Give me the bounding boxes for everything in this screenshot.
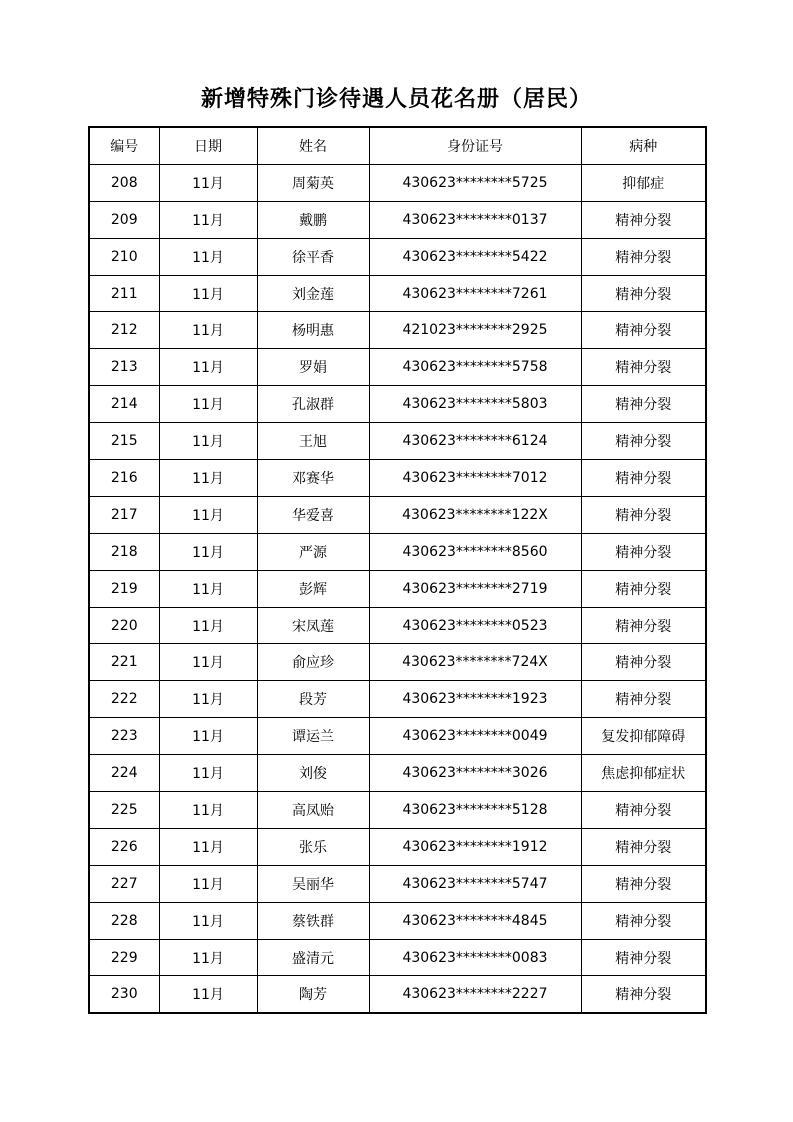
cell-disease: 精神分裂 — [581, 607, 706, 644]
cell-number: 216 — [89, 460, 159, 497]
cell-disease: 精神分裂 — [581, 423, 706, 460]
table-row — [89, 386, 706, 423]
cell-date: 11月 — [159, 164, 257, 201]
cell-name: 戴鹏 — [257, 201, 369, 238]
cell-date: 11月 — [159, 828, 257, 865]
cell-number: 229 — [89, 939, 159, 976]
cell-date: 11月 — [159, 533, 257, 570]
cell-disease: 焦虑抑郁症状 — [581, 755, 706, 792]
header-name: 姓名 — [257, 127, 369, 164]
cell-id-number: 430623********724X — [369, 644, 581, 681]
cell-disease: 精神分裂 — [581, 865, 706, 902]
cell-id-number: 430623********4845 — [369, 902, 581, 939]
cell-name: 王旭 — [257, 423, 369, 460]
cell-name: 刘金莲 — [257, 275, 369, 312]
table-row — [89, 976, 706, 1013]
cell-disease: 精神分裂 — [581, 533, 706, 570]
cell-disease: 精神分裂 — [581, 570, 706, 607]
cell-id-number: 430623********0083 — [369, 939, 581, 976]
table-row — [89, 349, 706, 386]
cell-number: 222 — [89, 681, 159, 718]
cell-id-number: 430623********122X — [369, 496, 581, 533]
cell-id-number: 430623********0137 — [369, 201, 581, 238]
cell-disease: 精神分裂 — [581, 238, 706, 275]
cell-number: 227 — [89, 865, 159, 902]
cell-disease: 精神分裂 — [581, 792, 706, 829]
cell-date: 11月 — [159, 976, 257, 1013]
cell-id-number: 421023********2925 — [369, 312, 581, 349]
cell-id-number: 430623********7261 — [369, 275, 581, 312]
cell-disease: 精神分裂 — [581, 201, 706, 238]
cell-id-number: 430623********8560 — [369, 533, 581, 570]
table-row — [89, 755, 706, 792]
cell-date: 11月 — [159, 644, 257, 681]
cell-disease: 精神分裂 — [581, 644, 706, 681]
table-row — [89, 460, 706, 497]
cell-date: 11月 — [159, 718, 257, 755]
cell-name: 周菊英 — [257, 164, 369, 201]
cell-date: 11月 — [159, 312, 257, 349]
header-date: 日期 — [159, 127, 257, 164]
table-row — [89, 718, 706, 755]
cell-id-number: 430623********5128 — [369, 792, 581, 829]
table-row — [89, 792, 706, 829]
cell-disease: 精神分裂 — [581, 939, 706, 976]
cell-name: 张乐 — [257, 828, 369, 865]
cell-number: 226 — [89, 828, 159, 865]
table-row — [89, 164, 706, 201]
cell-name: 华爱喜 — [257, 496, 369, 533]
cell-number: 208 — [89, 164, 159, 201]
cell-disease: 精神分裂 — [581, 828, 706, 865]
table-row — [89, 275, 706, 312]
cell-disease: 复发抑郁障碍 — [581, 718, 706, 755]
cell-date: 11月 — [159, 939, 257, 976]
cell-id-number: 430623********3026 — [369, 755, 581, 792]
cell-date: 11月 — [159, 681, 257, 718]
cell-date: 11月 — [159, 496, 257, 533]
cell-disease: 精神分裂 — [581, 275, 706, 312]
cell-date: 11月 — [159, 349, 257, 386]
table-row — [89, 902, 706, 939]
cell-number: 213 — [89, 349, 159, 386]
cell-name: 蔡铁群 — [257, 902, 369, 939]
cell-number: 221 — [89, 644, 159, 681]
cell-name: 杨明惠 — [257, 312, 369, 349]
cell-number: 209 — [89, 201, 159, 238]
cell-disease: 精神分裂 — [581, 681, 706, 718]
cell-id-number: 430623********0523 — [369, 607, 581, 644]
cell-number: 212 — [89, 312, 159, 349]
table-row — [89, 201, 706, 238]
cell-number: 211 — [89, 275, 159, 312]
cell-name: 宋凤莲 — [257, 607, 369, 644]
cell-id-number: 430623********5725 — [369, 164, 581, 201]
cell-date: 11月 — [159, 570, 257, 607]
cell-id-number: 430623********5758 — [369, 349, 581, 386]
table-row — [89, 939, 706, 976]
cell-id-number: 430623********2719 — [369, 570, 581, 607]
table-row — [89, 533, 706, 570]
cell-date: 11月 — [159, 460, 257, 497]
cell-name: 彭辉 — [257, 570, 369, 607]
cell-number: 219 — [89, 570, 159, 607]
cell-number: 223 — [89, 718, 159, 755]
cell-name: 严源 — [257, 533, 369, 570]
header-disease: 病种 — [581, 127, 706, 164]
table-row — [89, 828, 706, 865]
table-row — [89, 238, 706, 275]
roster-table — [88, 126, 707, 1014]
cell-number: 225 — [89, 792, 159, 829]
table-header-row — [89, 127, 706, 164]
cell-disease: 精神分裂 — [581, 976, 706, 1013]
table-row — [89, 865, 706, 902]
cell-date: 11月 — [159, 201, 257, 238]
header-number: 编号 — [89, 127, 159, 164]
cell-disease: 精神分裂 — [581, 349, 706, 386]
cell-name: 徐平香 — [257, 238, 369, 275]
cell-number: 214 — [89, 386, 159, 423]
cell-disease: 精神分裂 — [581, 460, 706, 497]
table-body — [89, 164, 706, 1013]
cell-number: 215 — [89, 423, 159, 460]
cell-date: 11月 — [159, 386, 257, 423]
cell-name: 谭运兰 — [257, 718, 369, 755]
header-id-number: 身份证号 — [369, 127, 581, 164]
cell-date: 11月 — [159, 755, 257, 792]
cell-number: 230 — [89, 976, 159, 1013]
cell-name: 刘俊 — [257, 755, 369, 792]
cell-name: 罗娟 — [257, 349, 369, 386]
cell-number: 228 — [89, 902, 159, 939]
cell-date: 11月 — [159, 238, 257, 275]
table-row — [89, 312, 706, 349]
page-title: 新增特殊门诊待遇人员花名册（居民） — [200, 86, 592, 112]
cell-date: 11月 — [159, 423, 257, 460]
cell-name: 孔淑群 — [257, 386, 369, 423]
table-row — [89, 570, 706, 607]
cell-id-number: 430623********1923 — [369, 681, 581, 718]
cell-id-number: 430623********2227 — [369, 976, 581, 1013]
cell-number: 217 — [89, 496, 159, 533]
cell-name: 邓赛华 — [257, 460, 369, 497]
cell-disease: 精神分裂 — [581, 902, 706, 939]
cell-id-number: 430623********5803 — [369, 386, 581, 423]
cell-name: 段芳 — [257, 681, 369, 718]
table-row — [89, 496, 706, 533]
cell-name: 盛清元 — [257, 939, 369, 976]
cell-id-number: 430623********1912 — [369, 828, 581, 865]
cell-id-number: 430623********0049 — [369, 718, 581, 755]
cell-id-number: 430623********6124 — [369, 423, 581, 460]
cell-date: 11月 — [159, 607, 257, 644]
cell-disease: 抑郁症 — [581, 164, 706, 201]
cell-id-number: 430623********5747 — [369, 865, 581, 902]
cell-date: 11月 — [159, 902, 257, 939]
cell-id-number: 430623********5422 — [369, 238, 581, 275]
cell-number: 218 — [89, 533, 159, 570]
cell-id-number: 430623********7012 — [369, 460, 581, 497]
cell-name: 俞应珍 — [257, 644, 369, 681]
cell-name: 吴丽华 — [257, 865, 369, 902]
cell-number: 224 — [89, 755, 159, 792]
cell-date: 11月 — [159, 792, 257, 829]
cell-disease: 精神分裂 — [581, 496, 706, 533]
table-row — [89, 607, 706, 644]
table-row — [89, 644, 706, 681]
cell-date: 11月 — [159, 275, 257, 312]
cell-date: 11月 — [159, 865, 257, 902]
table-row — [89, 423, 706, 460]
table-row — [89, 681, 706, 718]
cell-number: 210 — [89, 238, 159, 275]
cell-name: 高凤贻 — [257, 792, 369, 829]
cell-disease: 精神分裂 — [581, 386, 706, 423]
cell-number: 220 — [89, 607, 159, 644]
cell-disease: 精神分裂 — [581, 312, 706, 349]
cell-name: 陶芳 — [257, 976, 369, 1013]
